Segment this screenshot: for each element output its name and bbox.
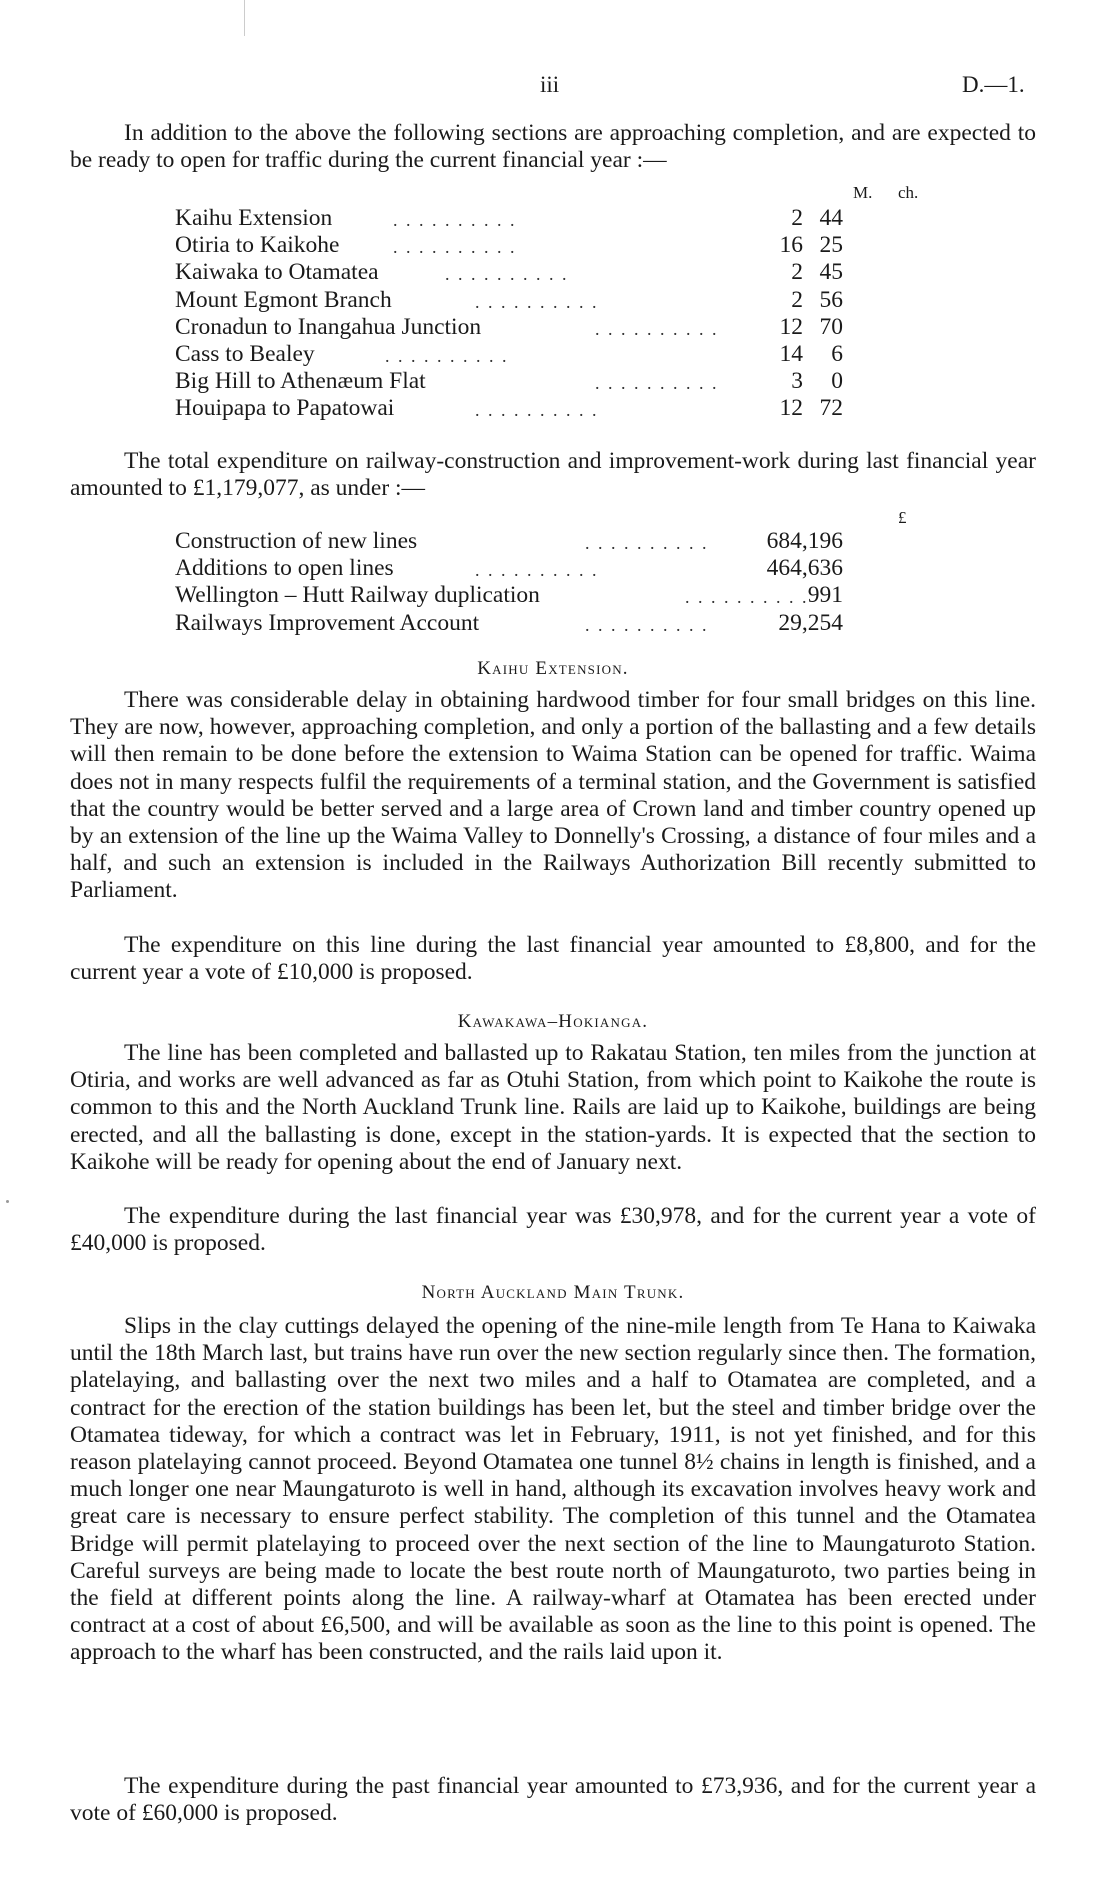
leader-dots: . . . . . . . . . .	[445, 264, 569, 285]
table-row	[175, 582, 945, 609]
section-chains: 70	[819, 313, 843, 340]
leader-dots: . . . . . . . . . .	[585, 533, 709, 553]
expenditure-item: Additions to open lines	[175, 555, 394, 582]
table-row	[175, 287, 945, 314]
section-name: Big Hill to Athenæum Flat	[175, 368, 426, 395]
table-row	[175, 205, 945, 232]
section-name: Otiria to Kaikohe	[175, 232, 340, 259]
north-auckland-paragraph-1: Slips in the clay cuttings delayed the opening of the nine-mile length from Te Hana to Kaiwaka until the 18th March last, but trains have run over the new section regularly since then. The formation, platelaying, and ballasting over the next two miles and a half to Otamatea are completed, and a contract for the erection of the station buildings has been let, but the steel and timber bridge over the Otamatea tideway, for which a contract was let in February, 1911, is not yet finished, and for this reason platelaying cannot proceed. Beyond Otamatea one tunnel 8½ chains in length is finished, and a much longer one near Maungaturoto is well in hand, although its excavation involves heavy work and great care is necessary to ensure perfect stability. The completion of this tunnel and the Otamatea Bridge will permit platelaying to proceed over the next section of the line to Maungaturoto Station. Careful surveys are being made to locate the best route north of Maungaturoto, two parties being in the field at different points along the line. A railway-wharf at Otamatea has been erected under contract at a cost of about £6,500, and will be available as soon as the line to this point is opened. The approach to the wharf has been constructed, and the rails laid upon it.	[70, 1313, 1036, 1666]
section-name: Kaiwaka to Otamatea	[175, 259, 379, 286]
table-row	[175, 314, 945, 341]
expenditure-amount: 29,254	[778, 609, 843, 636]
table-row	[175, 555, 945, 582]
table-row	[175, 232, 945, 259]
unit-miles-header: M.	[853, 183, 873, 202]
table-row	[175, 368, 945, 395]
kawakawa-heading: Kawakawa–Hokianga.	[457, 1011, 649, 1032]
table-row	[175, 259, 945, 286]
kaihu-paragraph-2: The expenditure on this line during the last financial year amounted to £8,800, and for the current year a vote of £10,000 is proposed.	[70, 932, 1036, 986]
leader-dots: . . . . . . . . . .	[475, 560, 599, 581]
expenditure-item: Wellington – Hutt Railway duplication	[175, 582, 540, 609]
pound-unit-header: £	[898, 508, 907, 527]
kawakawa-paragraph-2: The expenditure during the last financial year was £30,978, and for the current year a vote of £40,000 is proposed.	[70, 1203, 1036, 1257]
table-row	[175, 395, 945, 422]
north-auckland-heading: North Auckland Main Trunk.	[421, 1282, 685, 1303]
section-chains: 25	[819, 232, 843, 259]
page-number: iii	[540, 72, 560, 97]
expenditure-rows	[175, 528, 945, 637]
margin-speck	[6, 1200, 9, 1203]
expenditure-item: Railways Improvement Account	[175, 609, 480, 636]
page-edge-line	[244, 0, 245, 36]
leader-dots: . . . . . . . . . .	[595, 373, 719, 394]
leader-dots: . . . . . . . . . .	[393, 237, 517, 258]
unit-chains-header: ch.	[898, 183, 919, 202]
section-chains: 56	[819, 286, 843, 313]
section-chains: 44	[819, 205, 843, 231]
section-miles: 2	[791, 286, 803, 313]
section-name: Kaihu Extension	[175, 205, 333, 231]
section-miles: 12	[779, 313, 803, 340]
intro-paragraph: In addition to the above the following sections are approaching completion, and are expected to be ready to open for traffic during the current financial year :—	[70, 120, 1036, 174]
kaihu-heading: Kaihu Extension.	[477, 658, 629, 679]
section-miles: 12	[779, 395, 803, 422]
expenditure-paragraph: The total expenditure on railway-construction and improvement-work during last financial year amounted to £1,179,077, as under :—	[70, 448, 1036, 502]
leader-dots: . . . . . . . . . .	[393, 210, 517, 230]
section-miles: 14	[779, 340, 803, 367]
leader-dots: . . . . . . . . . .	[585, 614, 709, 635]
expenditure-amount: 991	[807, 582, 843, 609]
section-chains: 72	[819, 395, 843, 422]
north-auckland-paragraph-2: The expenditure during the past financial year amounted to £73,936, and for the current year a vote of £60,000 is proposed.	[70, 1773, 1036, 1827]
section-miles: 16	[779, 232, 803, 259]
leader-dots: . . . . . . . . . .	[595, 318, 719, 339]
sections-rows	[175, 205, 945, 423]
section-miles: 3	[791, 368, 803, 395]
document-reference: D.—1.	[962, 72, 1025, 97]
table-row	[175, 528, 945, 555]
section-miles: 2	[791, 205, 803, 231]
section-name: Cronadun to Inangahua Junction	[175, 313, 482, 340]
section-chains: 6	[831, 340, 843, 367]
expenditure-amount: 684,196	[766, 528, 843, 554]
leader-dots: . . . . . . . . . .	[685, 587, 809, 608]
leader-dots: . . . . . . . . . .	[475, 400, 599, 421]
table-row	[175, 341, 945, 368]
kaihu-paragraph-1: There was considerable delay in obtaining hardwood timber for four small bridges on this line. They are now, however, approaching completion, and only a portion of the ballasting and a few details will then remain to be done before the extension to Waima Station can be opened for traffic. Waima does not in many respects fulfil the requirements of a terminal station, and the Government is satisfied that the country would be better served and a large area of Crown land and timber country opened up by an extension of the line up the Waima Valley to Donnelly's Crossing, a distance of four miles and a half, and such an extension is included in the Railways Authorization Bill recently submitted to Parliament.	[70, 687, 1036, 904]
section-name: Houipapa to Papatowai	[175, 395, 395, 422]
section-name: Cass to Bealey	[175, 340, 315, 367]
section-miles: 2	[791, 259, 803, 286]
kawakawa-paragraph-1: The line has been completed and ballasted up to Rakatau Station, ten miles from the junction at Otiria, and works are well advanced as far as Otuhi Station, from which point to Kaikohe the route is common to this and the North Auckland Trunk line. Rails are laid up to Kaikohe, buildings are being erected, and all the ballasting is done, except in the station-yards. It is expected that the section to Kaikohe will be ready for opening about the end of January next.	[70, 1040, 1036, 1175]
table-row	[175, 610, 945, 637]
section-chains: 45	[819, 259, 843, 286]
expenditure-item: Construction of new lines	[175, 528, 418, 554]
leader-dots: . . . . . . . . . .	[385, 345, 509, 366]
expenditure-amount: 464,636	[766, 555, 843, 582]
section-name: Mount Egmont Branch	[175, 286, 392, 313]
leader-dots: . . . . . . . . . .	[475, 291, 599, 312]
section-chains: 0	[831, 368, 843, 395]
